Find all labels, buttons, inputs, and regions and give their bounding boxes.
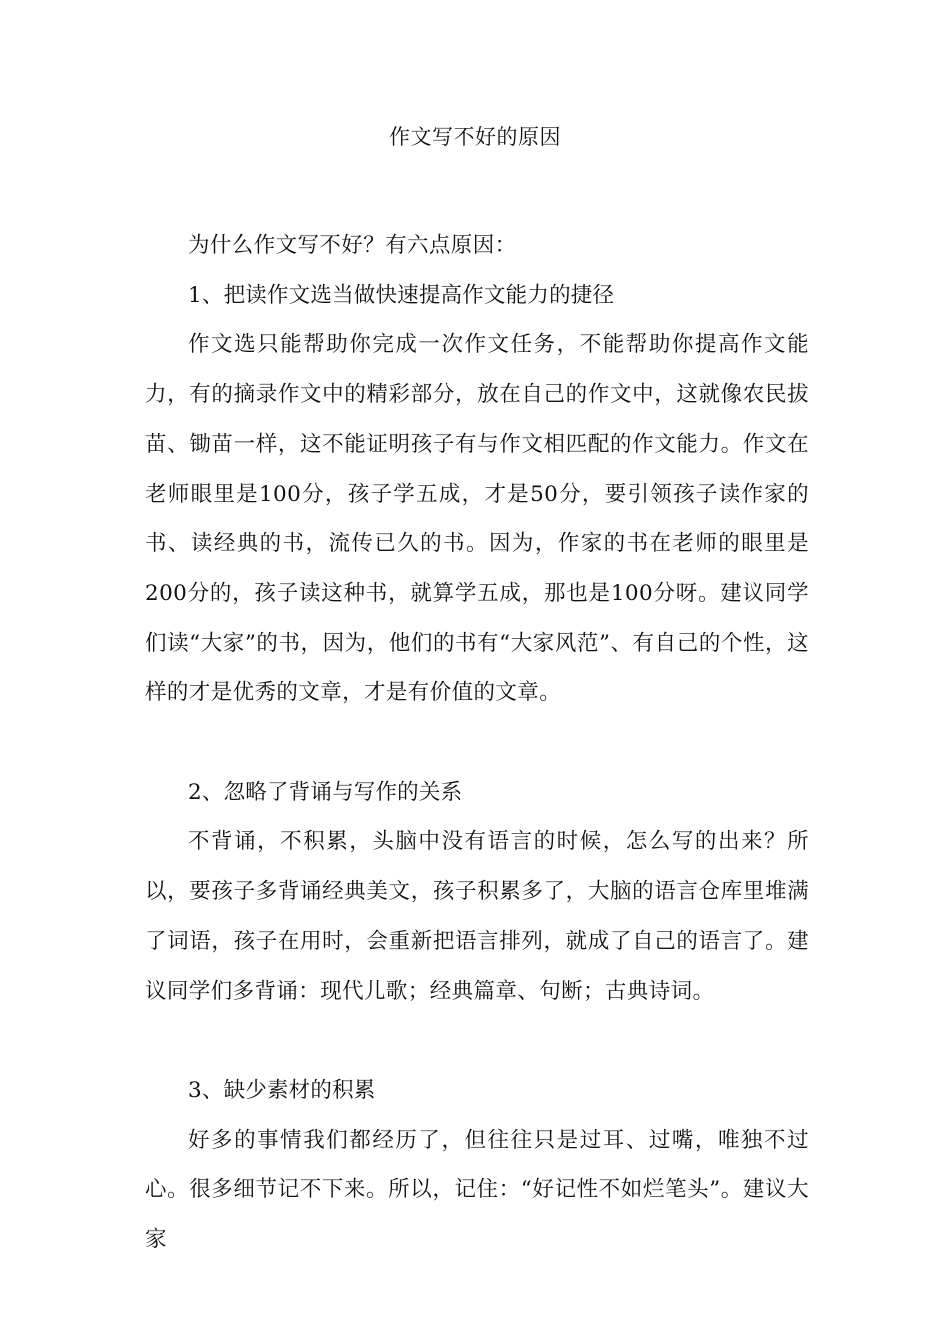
section-paragraph-2: 不背诵，不积累，头脑中没有语言的时候，怎么写的出来？所以，要孩子多背诵经典美文，孩子积累多了，大脑的语言仓库里堆满了词语，孩子在用时，会重新把语言排列，就成了自己的语言了。建议同学们多背诵：现代儿歌；经典篇章、句断；古典诗词。: [145, 829, 809, 1004]
section-spacer: [145, 718, 809, 768]
section-heading-2: 2、忽略了背诵与写作的关系: [188, 779, 463, 805]
section-heading-1: 1、把读作文选当做快速提高作文能力的捷径: [188, 282, 615, 308]
section-spacer: [145, 1016, 809, 1066]
document-body: [145, 221, 809, 1265]
section-paragraph-3: 好多的事情我们都经历了，但往往只是过耳、过嘴，唯独不过心。很多细节记不下来。所以，记住：“好记性不如烂笔头”。建议大家: [145, 1127, 809, 1253]
intro-paragraph: 为什么作文写不好？有六点原因：: [188, 233, 517, 258]
section-heading-3: 3、缺少素材的积累: [188, 1077, 376, 1103]
section-paragraph-1: 作文选只能帮助你完成一次作文任务，不能帮助你提高作文能力，有的摘录作文中的精彩部分，放在自己的作文中，这就像农民拔苗、锄苗一样，这不能证明孩子有与作文相匹配的作文能力。作文在老师眼里是100分，孩子学五成，才是50分，要引领孩子读作家的书、读经典的书，流传已久的书。因为，作家的书在老师的眼里是200分的，孩子读这种书，就算学五成，那也是100分呀。建议同学们读“大家”的书，因为，他们的书有“大家风范”、有自己的个性，这样的才是优秀的文章，才是有价值的文章。: [145, 332, 809, 706]
document-title: 作文写不好的原因: [389, 125, 561, 149]
